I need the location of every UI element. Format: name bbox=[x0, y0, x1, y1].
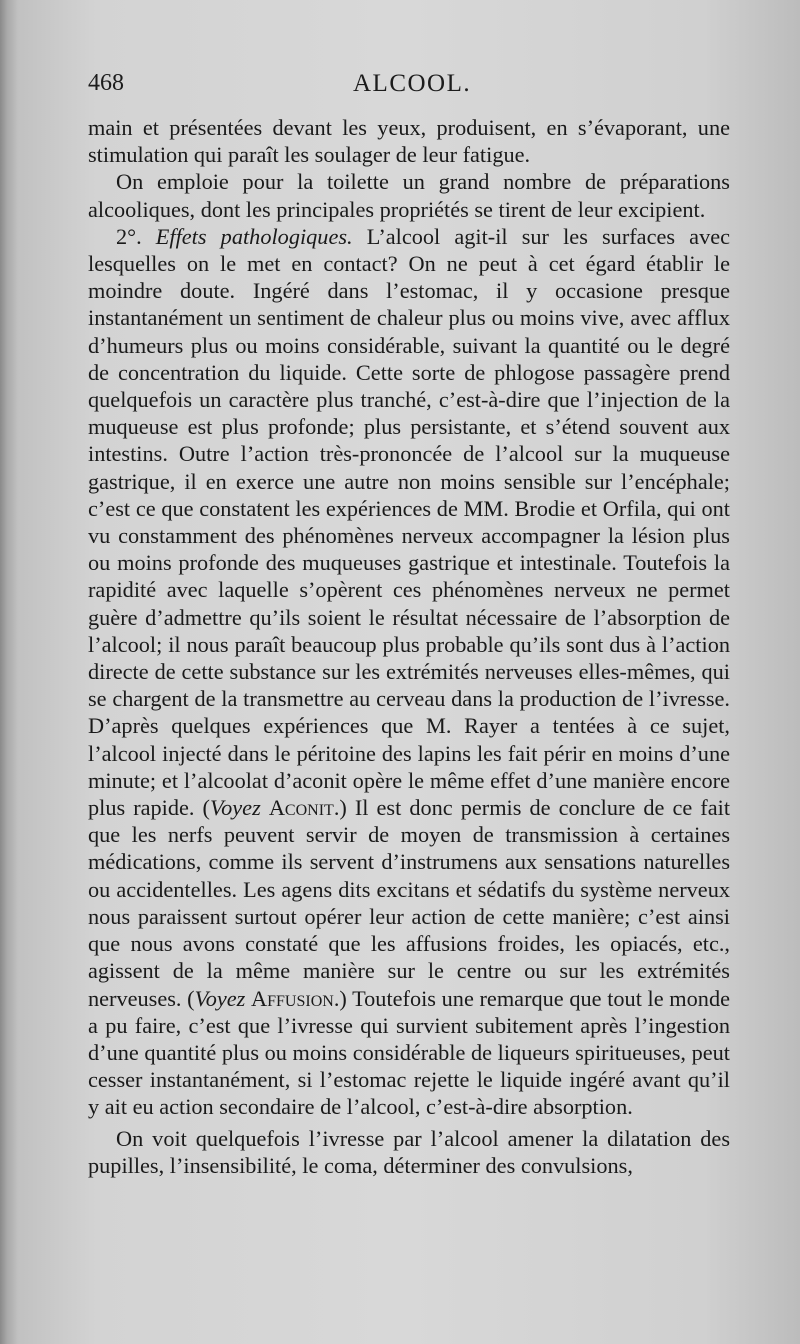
page-edge-shadow bbox=[0, 0, 18, 1344]
paragraph-effets-pathologiques bbox=[88, 223, 730, 1121]
cross-reference-aconit: Aconit. bbox=[268, 795, 340, 821]
paragraph-ivresse: On voit quelquefois l’ivresse par l’alcool amener la dilatation des pupilles, l’insensibilité, le coma, déterminer des convulsions, bbox=[88, 1125, 730, 1178]
paragraph-toilette: On emploie pour la toilette un grand nombre de préparations alcooliques, dont les principales propriétés se tirent de leur excipient. bbox=[88, 169, 730, 222]
paragraph-text: L’alcool agit-il sur les surfaces avec lesquelles on le met en contact? On ne peut à cet égard établir le moindre doute. Ingéré dans l’estomac, il y occasione presque instantanément un sentiment de chaleur plus ou moins vive, avec afflux d’humeurs plus ou moins considérable, suivant la quantité ou le degré de concentration du liquide. Cette sorte de phlogose passagère prend quelquefois un caractère plus tranché, c’est-à-dire que l’injection de la muqueuse est plus profonde; plus persistante, et s’étend souvent aux intestins. Outre l’action très-prononcée de l’alcool sur la muqueuse gastrique, il en exerce une autre non moins sensible sur l’encéphale; c’est ce que constatent les expériences de MM. Brodie et Orfila, qui ont vu constamment des phénomènes nerveux accompagner la lésion plus ou moins profonde des muqueuses gastrique et intestinale. Toutefois la rapidité avec laquelle s’opèrent ces phénomènes nerveux ne permet guère d’admettre qu’ils soient le résultat nécessaire de l’absorption de l’alcool; il nous paraît beaucoup plus probable qu’ils sont dus à l’action directe de cette substance sur les extrémités nerveuses elles-mêmes, qui se chargent de la transmettre au cerveau dans la production de l’ivresse. D’après quelques expériences que M. Rayer a tentées à ce sujet, l’alcool injecté dans le péritoine des lapins les fait périr en moins d’une minute; et l’alcoolat d’aconit opère le même effet d’une manière encore plus rapide. ( bbox=[88, 223, 731, 821]
paragraph-continuation: main et présentées devant les yeux, produisent, en s’évaporant, une stimulation qui paraît les soulager de leur fatigue. bbox=[88, 115, 730, 168]
cross-reference-affusion: Affusion. bbox=[251, 985, 340, 1011]
section-heading: Effets pathologiques. bbox=[155, 223, 353, 249]
body-text bbox=[88, 114, 730, 1179]
page-header bbox=[88, 66, 728, 106]
paragraph-text: ) Toutefois une remarque que tout le monde a pu faire, c’est que l’ivresse qui survient subitement après l’ingestion d’une quantité plus ou moins considérable de liqueurs spiritueuses, peut cesser instantanément, si l’estomac rejette le liquide ingéré avant qu’il y ait eu action secondaire de l’alcool, c’est-à-dire absorption. bbox=[88, 985, 730, 1120]
section-number: 2°. bbox=[116, 223, 142, 249]
page-number: 468 bbox=[88, 70, 124, 96]
cross-reference-voyez: Voyez bbox=[194, 985, 246, 1011]
running-head: ALCOOL. bbox=[353, 70, 472, 97]
paragraph-text: ) Il est donc permis de conclure de ce fait que les nerfs peuvent servir de moyen de transmission à certaines médications, comme ils servent d’instrumens aux sensations naturelles ou accidentelles. Les agens dits excitans et sédatifs du système nerveux nous paraissent surtout opérer leur action de cette manière; c’est ainsi que nous avons constaté que les affusions froides, les opiacés, etc., agissent de la même manière sur le centre ou sur les extrémités nerveuses. ( bbox=[88, 795, 731, 1011]
cross-reference-voyez: Voyez bbox=[209, 795, 261, 821]
